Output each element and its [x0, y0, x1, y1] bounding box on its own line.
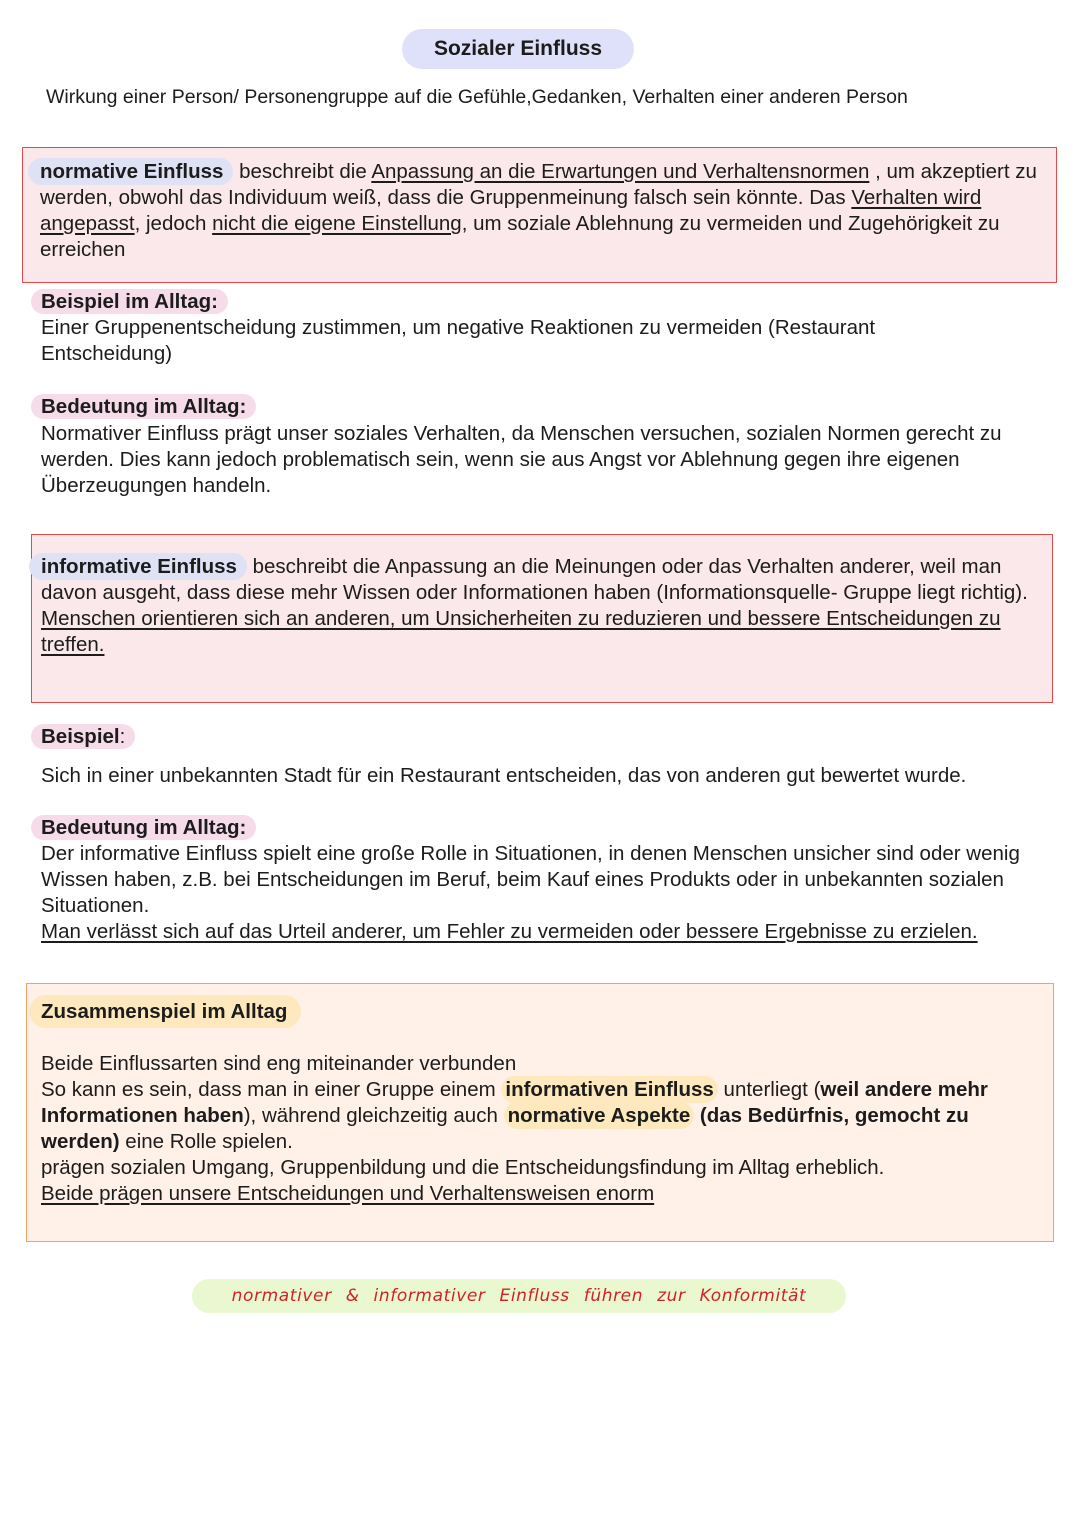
informative-meaning [41, 815, 1053, 945]
combined-heading: Zusammenspiel im Alltag [29, 995, 301, 1028]
normative-meaning-heading: Bedeutung im Alltag: [31, 394, 256, 419]
normative-definition-text: normative Einfluss beschreibt die Anpassung an die Erwartungen und Verhaltensnormen , um akzeptiert zu werden, obwohl das Individuum weiß, dass die Gruppenmeinung falsch sein könnte. Das Verhalten wird angepasst, jedoch nicht die eigene Einstellung, um soziale Ablehnung zu vermeiden und Zugehörigkeit zu erreichen [40, 159, 1046, 263]
combined-box [26, 983, 1054, 1242]
normative-key-phrase-3: nicht die eigene Einstellung [212, 212, 462, 235]
combined-heading-row [41, 999, 301, 1025]
combined-highlight-normative: normative Aspekte [504, 1102, 695, 1129]
page-subtitle: Wirkung einer Person/ Personengruppe auf die Gefühle,Gedanken, Verhalten einer anderen Person [46, 86, 908, 108]
informative-meaning-key-sentence: Man verlässt sich auf das Urteil anderer, um Fehler zu vermeiden oder bessere Ergebnisse zu erzielen. [41, 920, 978, 943]
combined-line-1: Beide Einflussarten sind eng miteinander verbunden [41, 1052, 517, 1075]
combined-text [41, 1051, 1046, 1207]
normative-meaning-text: Normativer Einfluss prägt unser soziales Verhalten, da Menschen versuchen, sozialen Normen gerecht zu werden. Dies kann jedoch problematisch sein, wenn sie aus Angst vor Ablehnung gegen ihre eigenen Überzeugungen handeln. [41, 422, 1002, 497]
normative-meaning [41, 394, 1056, 499]
normative-example-text: Einer Gruppenentscheidung zustimmen, um negative Reaktionen zu vermeiden (Restaurant Entscheidung) [41, 316, 876, 365]
normative-key-phrase-2: Verhalten wird angepasst [40, 186, 982, 235]
informative-example-heading: Beispiel: [31, 724, 135, 749]
handwritten-note: normativer & informativer Einfluss führen zur Konformität [192, 1279, 846, 1313]
normative-example-heading: Beispiel im Alltag: [31, 289, 228, 314]
normative-term: normative Einfluss [28, 158, 233, 185]
normative-definition-box [22, 147, 1057, 283]
normative-example [41, 289, 1041, 367]
normative-key-phrase-1: Anpassung an die Erwartungen und Verhaltensnormen [371, 160, 870, 183]
combined-line-2: So kann es sein, dass man in einer Gruppe einem informativen Einfluss unterliegt (weil andere mehr Informationen haben), während gleichzeitig auch normative Aspekte (das Bedürfnis, gemocht zu werden) eine Rolle spielen. [41, 1078, 988, 1153]
informative-definition-text: informative Einfluss beschreibt die Anpassung an die Meinungen oder das Verhalten anderer, weil man davon ausgeht, dass diese mehr Wissen oder Informationen haben (Informationsquelle- Gruppe liegt richtig). Menschen orientieren sich an anderen, um Unsicherheiten zu reduzieren und bessere Entscheidungen zu treffen. [41, 554, 1053, 658]
combined-line-3: prägen sozialen Umgang, Gruppenbildung und die Entscheidungsfindung im Alltag erheblich. [41, 1156, 885, 1179]
informative-example-heading-row [41, 724, 135, 750]
combined-key-sentence: Beide prägen unsere Entscheidungen und Verhaltensweisen enorm [41, 1182, 655, 1205]
informative-meaning-heading: Bedeutung im Alltag: [31, 815, 256, 840]
informative-example-text: Sich in einer unbekannten Stadt für ein Restaurant entscheiden, das von anderen gut bewertet wurde. [41, 764, 967, 787]
informative-meaning-text: Der informative Einfluss spielt eine große Rolle in Situationen, in denen Menschen unsicher sind oder wenig Wissen haben, z.B. bei Entscheidungen im Beruf, beim Kauf eines Produkts oder in unbekannten sozialen Situationen. [41, 842, 1020, 917]
page-title: Sozialer Einfluss [402, 29, 634, 69]
combined-highlight-informative: informativen Einfluss [501, 1076, 717, 1103]
informative-key-sentence: Menschen orientieren sich an anderen, um Unsicherheiten zu reduzieren und bessere Entscheidungen zu treffen. [41, 607, 1001, 656]
informative-definition-box [31, 534, 1053, 703]
informative-term: informative Einfluss [29, 553, 247, 580]
